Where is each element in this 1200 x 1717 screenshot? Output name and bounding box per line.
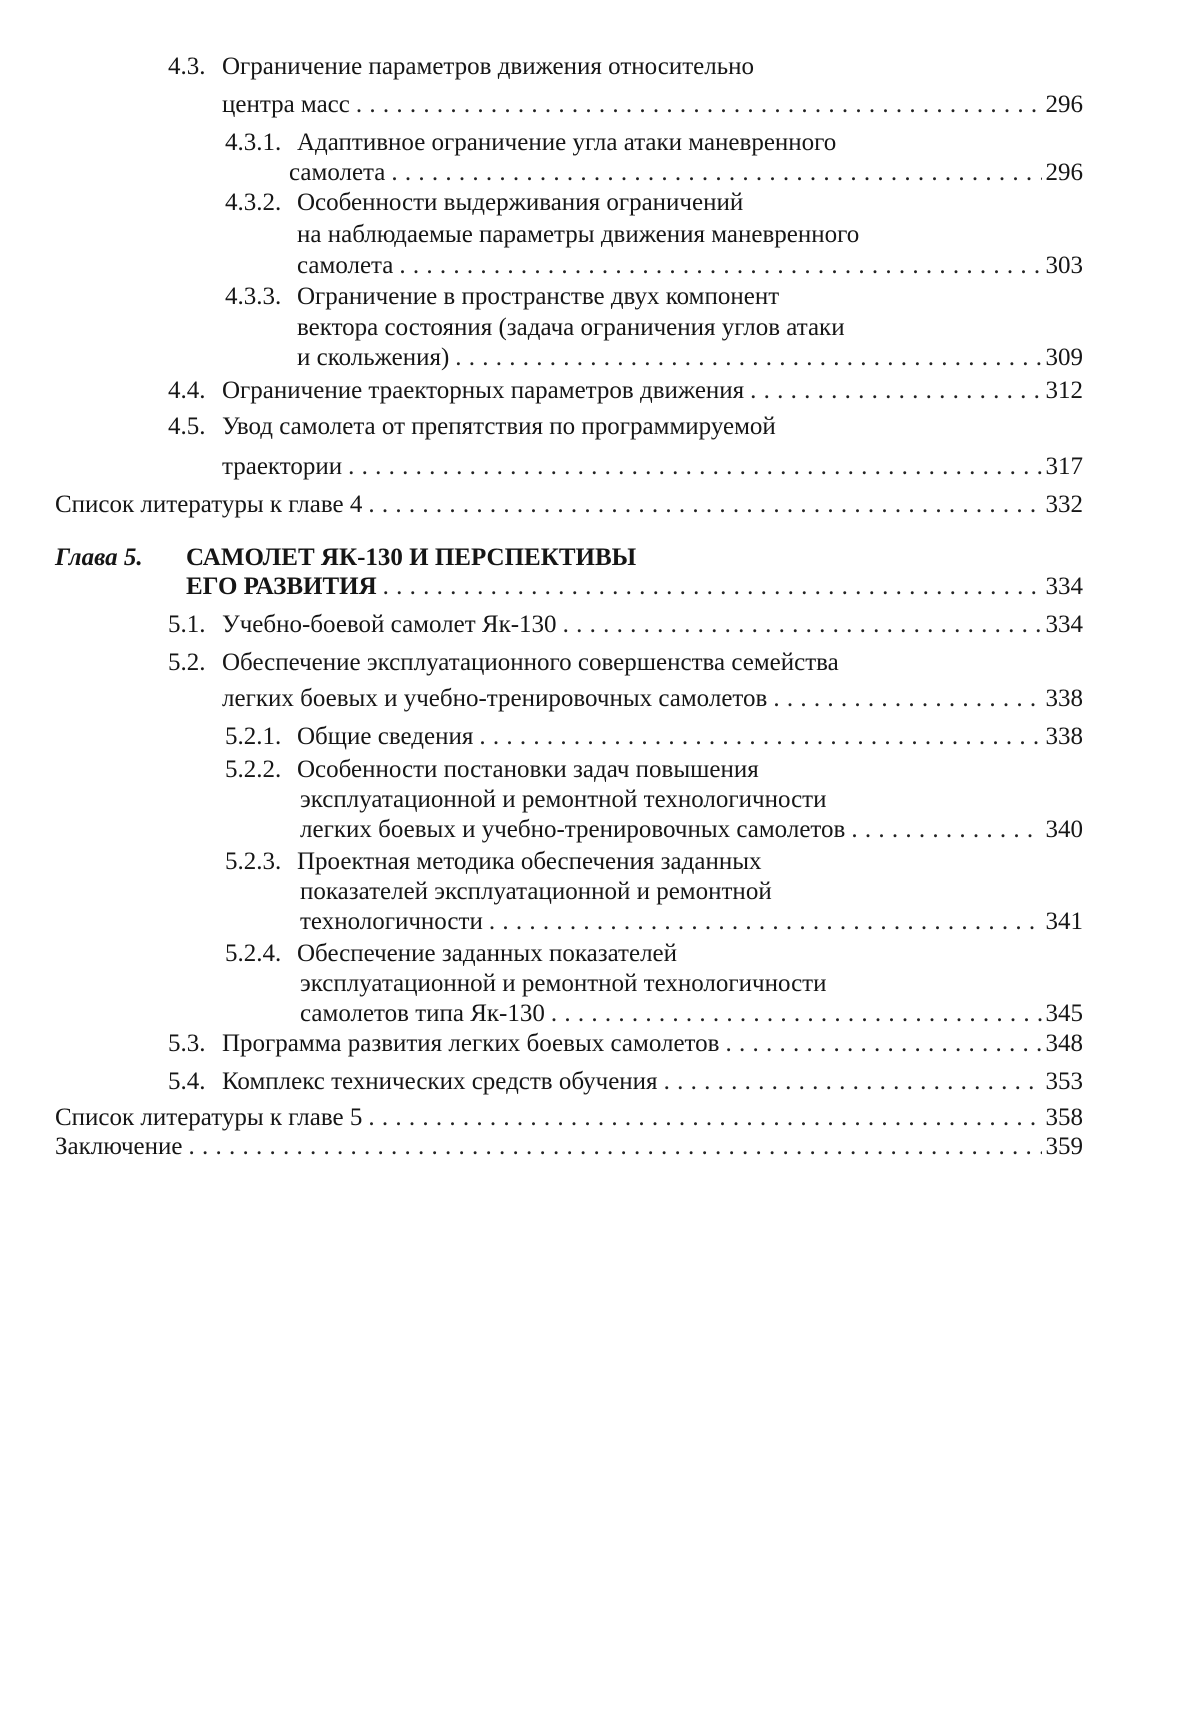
entry-title-line: Адаптивное ограничение угла атаки маневренного — [297, 129, 837, 156]
chapter-title-line: ЕГО РАЗВИТИЯ — [186, 573, 377, 600]
entry-number: 5.3. — [168, 1030, 206, 1057]
page-number: 332 — [1045, 491, 1083, 518]
entry-number: 5.2.1. — [225, 723, 282, 750]
page-number: 303 — [1045, 252, 1083, 279]
entry-title-line: и скольжения) — [297, 344, 450, 371]
chapter-title-line: САМОЛЕТ ЯК-130 И ПЕРСПЕКТИВЫ — [186, 544, 637, 571]
dot-leader — [551, 999, 1042, 1029]
page-number: 334 — [1045, 573, 1083, 600]
page-number: 338 — [1045, 723, 1083, 750]
entry-title-line: Ограничение параметров движения относительно — [222, 53, 755, 80]
page-number: 296 — [1045, 159, 1083, 186]
entry-title-line: легких боевых и учебно-тренировочных самолетов — [222, 685, 768, 712]
entry-title-line: Общие сведения — [297, 723, 474, 750]
entry-number: 5.2.4. — [225, 940, 282, 967]
entry-number: 4.3.3. — [225, 283, 282, 310]
entry-number: 4.5. — [168, 413, 206, 440]
dot-leader — [368, 490, 1041, 520]
page-number: 345 — [1045, 1000, 1083, 1027]
entry-title-line: Обеспечение эксплуатационного совершенства семейства — [222, 649, 839, 676]
entry-title-line: вектора состояния (задача ограничения углов атаки — [297, 314, 845, 341]
entry-number: 4.3.2. — [225, 189, 282, 216]
dot-leader — [750, 376, 1041, 406]
dot-leader — [391, 158, 1041, 188]
entry-title-line: самолетов типа Як-130 — [300, 1000, 545, 1027]
entry-number: 5.2. — [168, 649, 206, 676]
entry-title-line: Особенности постановки задач повышения — [297, 756, 759, 783]
entry-number: 5.2.2. — [225, 756, 282, 783]
dot-leader — [725, 1029, 1041, 1059]
entry-title-line: самолета — [297, 252, 394, 279]
page-number: 348 — [1045, 1030, 1083, 1057]
entry-title-line: Программа развития легких боевых самолетов — [222, 1030, 720, 1057]
page-number: 340 — [1045, 816, 1083, 843]
page-number: 338 — [1045, 685, 1083, 712]
entry-title-line: траектории — [222, 453, 343, 480]
entry-title-line: на наблюдаемые параметры движения маневренного — [297, 221, 860, 248]
entry-title-line: Особенности выдерживания ограничений — [297, 189, 744, 216]
entry-number: 5.2.3. — [225, 848, 282, 875]
dot-leader — [455, 343, 1041, 373]
entry-number: 5.4. — [168, 1068, 206, 1095]
dot-leader — [773, 684, 1041, 714]
entry-title-line: Ограничение траекторных параметров движения — [222, 377, 745, 404]
entry-title-line: самолета — [289, 159, 386, 186]
dot-leader — [399, 251, 1041, 281]
page-number: 312 — [1045, 377, 1083, 404]
entry-title-line: Ограничение в пространстве двух компонент — [297, 283, 780, 310]
entry-title-line: технологичности — [300, 908, 483, 935]
dot-leader — [563, 610, 1042, 640]
page-number: 358 — [1045, 1104, 1083, 1131]
dot-leader — [356, 90, 1042, 120]
entry-title-line: Заключение — [55, 1133, 183, 1160]
entry-title-line: Учебно-боевой самолет Як-130 — [222, 611, 557, 638]
page-number: 317 — [1045, 453, 1083, 480]
chapter-label: Глава 5. — [55, 544, 143, 571]
dot-leader — [189, 1132, 1042, 1162]
entry-title-line: центра масс — [222, 91, 350, 118]
page-number: 353 — [1045, 1068, 1083, 1095]
entry-number: 4.3.1. — [225, 129, 282, 156]
entry-title-line: Увод самолета от препятствия по программируемой — [222, 413, 776, 440]
entry-number: 4.3. — [168, 53, 206, 80]
entry-title-line: Проектная методика обеспечения заданных — [297, 848, 762, 875]
entry-title-line: показателей эксплуатационной и ремонтной — [300, 878, 772, 905]
page-number: 309 — [1045, 344, 1083, 371]
dot-leader — [383, 572, 1042, 602]
dot-leader — [664, 1067, 1042, 1097]
entry-title-line: Комплекс технических средств обучения — [222, 1068, 658, 1095]
entry-title-line: Список литературы к главе 5 — [55, 1104, 363, 1131]
entry-number: 5.1. — [168, 611, 206, 638]
dot-leader — [348, 452, 1041, 482]
entry-title-line: Список литературы к главе 4 — [55, 491, 363, 518]
page-number: 334 — [1045, 611, 1083, 638]
page-number: 359 — [1045, 1133, 1083, 1160]
entry-title-line: эксплуатационной и ремонтной технологичности — [300, 970, 827, 997]
dot-leader — [479, 722, 1041, 752]
entry-title-line: легких боевых и учебно-тренировочных самолетов — [300, 816, 846, 843]
dot-leader — [368, 1103, 1041, 1133]
dot-leader — [851, 815, 1041, 845]
entry-number: 4.4. — [168, 377, 206, 404]
dot-leader — [489, 907, 1042, 937]
page-number: 341 — [1045, 908, 1083, 935]
entry-title-line: эксплуатационной и ремонтной технологичности — [300, 786, 827, 813]
entry-title-line: Обеспечение заданных показателей — [297, 940, 678, 967]
page-number: 296 — [1045, 91, 1083, 118]
